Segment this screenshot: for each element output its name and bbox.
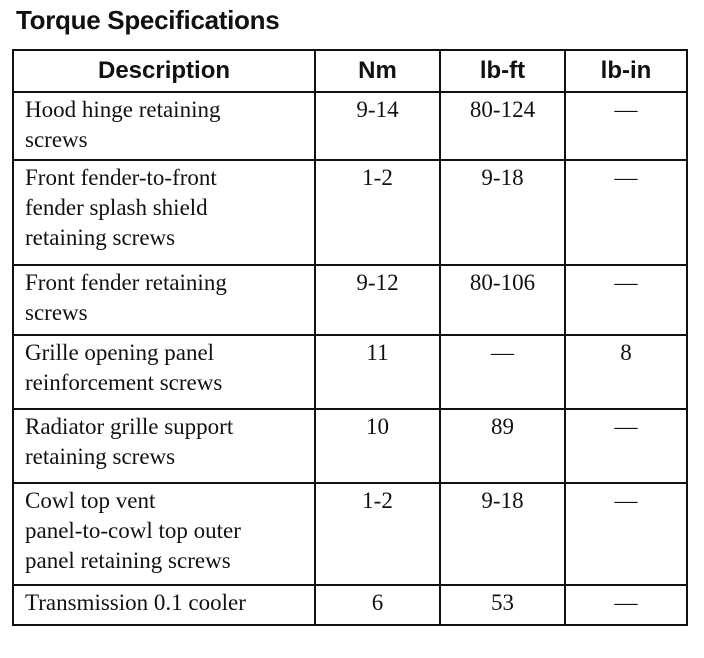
description-cell — [13, 585, 315, 625]
column-header-description: Description — [13, 50, 315, 92]
description-line: Radiator grille support — [25, 414, 234, 439]
table-row — [13, 483, 687, 585]
lb-in-cell: — — [565, 92, 687, 160]
description-cell — [13, 483, 315, 585]
lb-ft-cell: 9-18 — [440, 483, 565, 585]
lb-ft-cell: 89 — [440, 409, 565, 483]
description-line: reinforcement screws — [25, 370, 223, 395]
nm-cell: 9-14 — [315, 92, 440, 160]
column-header-lb-ft: lb-ft — [440, 50, 565, 92]
description-line: retaining screws — [25, 444, 176, 469]
description-line: Grille opening panel — [25, 340, 215, 365]
lb-ft-cell: 80-124 — [440, 92, 565, 160]
nm-cell: 1-2 — [315, 160, 440, 265]
nm-cell: 6 — [315, 585, 440, 625]
lb-in-cell: — — [565, 483, 687, 585]
description-line: Front fender-to-front — [25, 165, 217, 190]
description-cell — [13, 335, 315, 409]
lb-ft-cell: 80-106 — [440, 265, 565, 335]
torque-spec-table — [12, 49, 688, 626]
lb-in-cell: — — [565, 265, 687, 335]
column-header-lb-in: lb-in — [565, 50, 687, 92]
description-line: screws — [25, 127, 88, 152]
nm-cell: 10 — [315, 409, 440, 483]
lb-in-cell: 8 — [565, 335, 687, 409]
table-row — [13, 409, 687, 483]
lb-ft-cell: 9-18 — [440, 160, 565, 265]
description-line: screws — [25, 300, 88, 325]
description-line: retaining screws — [25, 225, 176, 250]
description-cell — [13, 92, 315, 160]
table-row — [13, 335, 687, 409]
lb-in-cell: — — [565, 585, 687, 625]
page-title: Torque Specifications — [16, 5, 280, 35]
description-line: Hood hinge retaining — [25, 97, 221, 122]
description-cell — [13, 265, 315, 335]
description-cell — [13, 160, 315, 265]
nm-cell: 9-12 — [315, 265, 440, 335]
table-row — [13, 265, 687, 335]
table-row — [13, 92, 687, 160]
column-header-nm: Nm — [315, 50, 440, 92]
description-line: fender splash shield — [25, 195, 208, 220]
description-line: panel-to-cowl top outer — [25, 518, 241, 543]
description-cell — [13, 409, 315, 483]
table-row — [13, 160, 687, 265]
lb-ft-cell: — — [440, 335, 565, 409]
description-line: Front fender retaining — [25, 270, 227, 295]
lb-in-cell: — — [565, 409, 687, 483]
description-line: panel retaining screws — [25, 548, 231, 573]
lb-in-cell: — — [565, 160, 687, 265]
table-row — [13, 585, 687, 625]
lb-ft-cell: 53 — [440, 585, 565, 625]
header-row — [13, 50, 687, 92]
description-line: Cowl top vent — [25, 488, 156, 513]
nm-cell: 1-2 — [315, 483, 440, 585]
nm-cell: 11 — [315, 335, 440, 409]
description-line: Transmission 0.1 cooler — [25, 590, 246, 615]
